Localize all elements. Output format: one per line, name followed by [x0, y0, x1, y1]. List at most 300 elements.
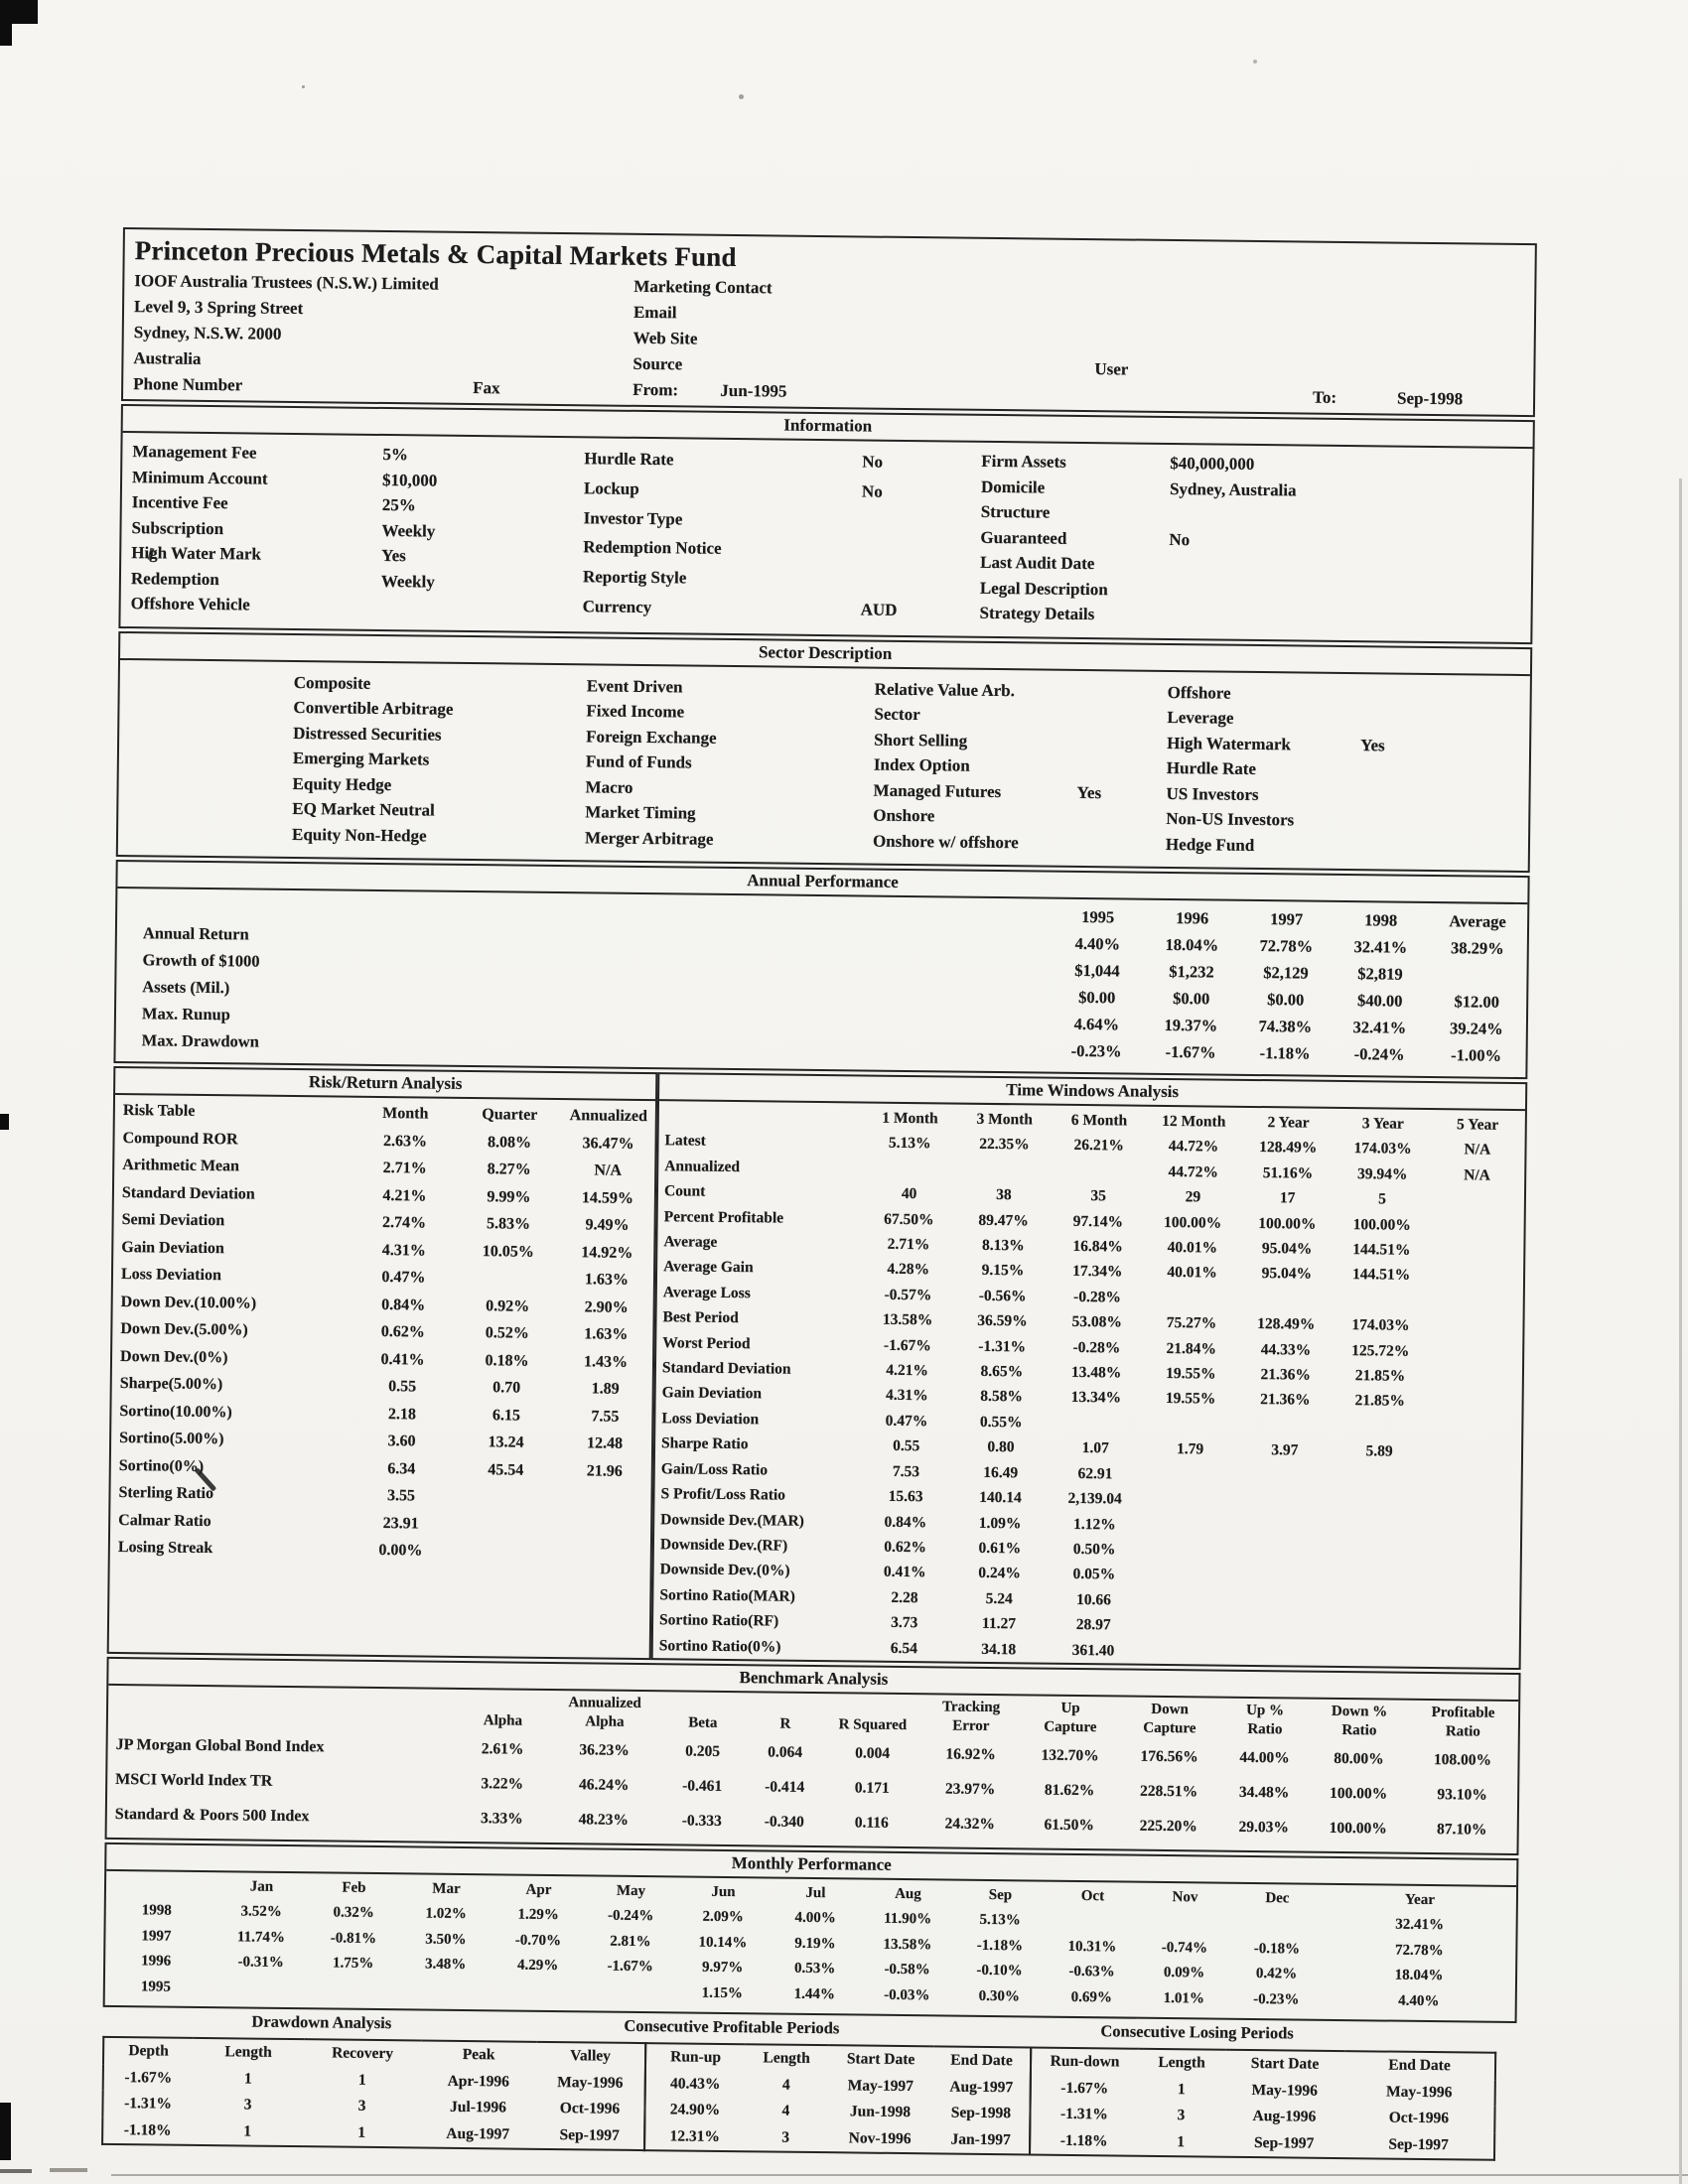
cell [1237, 1462, 1333, 1488]
cell: Structure [980, 501, 1051, 522]
header-cell: Valley [570, 2047, 612, 2066]
user-label: User [1094, 359, 1129, 379]
cell: 3.52% [240, 1903, 282, 1921]
cell: -0.23% [1070, 1040, 1122, 1061]
table-row [872, 752, 1165, 781]
cell: 1.01% [1163, 1989, 1205, 2007]
cell: -1.00% [1451, 1045, 1502, 1065]
cell: 8.08% [487, 1133, 532, 1152]
cell: No [1169, 529, 1191, 549]
cell: Average [663, 1233, 718, 1251]
information-column-3 [977, 449, 1524, 632]
cell: 100.00% [1329, 1819, 1387, 1838]
cell: Sep-1997 [1388, 2135, 1449, 2154]
cell: Max. Drawdown [141, 1030, 260, 1051]
cell: 3 [1177, 2107, 1186, 2124]
header-cell: 5 Year [1457, 1116, 1499, 1134]
cell: 0.53% [793, 1961, 836, 1978]
cell: -0.57% [884, 1286, 932, 1304]
cell: 11.74% [236, 1929, 285, 1946]
cell [1429, 1238, 1524, 1264]
cell [1331, 1540, 1426, 1566]
cell: -0.28% [1072, 1338, 1121, 1357]
header-cell: Beta [688, 1714, 718, 1731]
cell: 40 [901, 1185, 917, 1203]
table-row [584, 749, 872, 777]
cell: -1.31% [978, 1337, 1027, 1356]
drawdown-table [101, 2036, 646, 2151]
cell: 0.42% [1255, 1966, 1298, 1982]
header-cell: Aug [895, 1885, 921, 1903]
cell: Assets (Mil.) [142, 977, 230, 998]
cell: Equity Non-Hedge [291, 824, 427, 846]
cell: S Profit/Loss Ratio [660, 1485, 786, 1504]
cell [1144, 1286, 1239, 1311]
cell: $1,044 [1074, 960, 1120, 981]
header-cell: Average [1449, 911, 1506, 931]
cell: Gain/Loss Ratio [660, 1459, 769, 1479]
cell: Yes [1076, 782, 1102, 802]
cell: 1.12% [1073, 1515, 1116, 1533]
cell [399, 1978, 492, 2004]
cell: Yes [1360, 735, 1385, 754]
cell [1052, 1158, 1147, 1183]
cell: 21.85% [1354, 1367, 1406, 1385]
cell: 9.19% [794, 1935, 836, 1953]
cell: 0.84% [381, 1296, 426, 1314]
cell [557, 1512, 650, 1541]
cell: Relative Value Arb. [874, 679, 1016, 700]
cell: 0.41% [380, 1350, 425, 1369]
cell: Loss Deviation [120, 1266, 221, 1285]
cell: Convertible Arbitrage [293, 697, 454, 719]
cell: $2,819 [1357, 964, 1403, 984]
cell: Loss Deviation [661, 1410, 760, 1429]
cell: Growth of $1000 [142, 950, 260, 971]
cell: 100.00% [1352, 1215, 1411, 1234]
header-cell: Risk Table [122, 1102, 196, 1120]
header-cell: Year [1404, 1891, 1436, 1909]
header-cell: Nov [1172, 1889, 1198, 1906]
cell: Subscription [131, 517, 224, 538]
header-cell: Jan [249, 1878, 274, 1895]
cell: 228.51% [1140, 1782, 1198, 1801]
cell [1236, 1513, 1332, 1539]
header-cell: 1998 [1364, 910, 1398, 930]
cell: 100.00% [1329, 1784, 1388, 1803]
table-row [871, 828, 1164, 857]
table-row [584, 724, 872, 752]
cell: 38 [996, 1186, 1012, 1204]
header-cell: Oct [1080, 1887, 1105, 1905]
cell: High Water Mark [131, 543, 262, 564]
cell: Jun-1998 [849, 2103, 912, 2121]
cell: Max. Runup [141, 1004, 231, 1024]
cell: 8.27% [487, 1160, 531, 1178]
cell: -0.23% [1253, 1990, 1300, 2008]
annual-performance-table [116, 892, 1528, 1069]
cell: Redemption Notice [583, 537, 722, 559]
cell: 3.33% [480, 1810, 523, 1828]
cell: 29.03% [1238, 1818, 1290, 1837]
cell [584, 1979, 676, 2006]
cell: Management Fee [132, 442, 257, 463]
cell: Foreign Exchange [586, 726, 717, 748]
cell [1330, 1615, 1425, 1641]
cell: Index Option [873, 754, 970, 775]
cell: 0.62% [884, 1538, 926, 1557]
cell: Event Driven [586, 675, 683, 696]
table-row [1030, 2127, 1494, 2160]
header-cell: Down Capture [1143, 1701, 1196, 1737]
cell: 176.56% [1140, 1747, 1198, 1766]
cell: 40.43% [670, 2075, 721, 2093]
cell: N/A [1464, 1141, 1491, 1160]
cell: Sterling Ratio [118, 1484, 214, 1503]
cell: Average Loss [662, 1284, 751, 1302]
cell: 5.13% [979, 1912, 1021, 1929]
cell: 67.50% [884, 1210, 934, 1228]
cell: -1.67% [607, 1959, 653, 1976]
address-line: Australia [133, 348, 202, 368]
section-title: Sector Description [120, 632, 1530, 675]
cell: Arithmetic Mean [122, 1157, 240, 1175]
header-cell: 1 Month [882, 1109, 938, 1128]
cell: $10,000 [381, 470, 438, 490]
cell: 1.02% [425, 1906, 467, 1923]
cell: 132.70% [1041, 1746, 1099, 1765]
cell: 61.50% [1044, 1816, 1095, 1835]
annual-performance-section [113, 860, 1529, 1079]
cell [519, 723, 584, 749]
cell: 361.40 [1071, 1641, 1115, 1659]
cell: 62.91 [1077, 1464, 1113, 1483]
cell: 1.75% [332, 1955, 374, 1973]
cell: 21.36% [1260, 1391, 1311, 1410]
cell [453, 1483, 557, 1512]
section-title: Annual Performance [117, 862, 1527, 904]
monthly-performance-section [103, 1843, 1519, 2024]
cell [1358, 707, 1529, 734]
benchmark-table [107, 1688, 1519, 1847]
cell: Merger Arbitrage [584, 827, 714, 849]
website-label: Web Site [633, 328, 698, 348]
cell [1428, 1313, 1523, 1339]
cell [456, 1265, 560, 1294]
cell: 21.36% [1260, 1366, 1311, 1384]
cell: 28.97 [1075, 1616, 1111, 1634]
cell: Oct-1996 [1388, 2110, 1450, 2127]
cell: Hurdle Rate [584, 449, 674, 470]
header-cell: Mar [432, 1880, 461, 1897]
cell: 9.49% [585, 1216, 630, 1234]
cell: 19.55% [1166, 1365, 1216, 1383]
cell: 16.84% [1072, 1237, 1123, 1256]
cell [1166, 603, 1522, 632]
cell [1142, 1512, 1237, 1538]
table-row [872, 702, 1165, 731]
cell: Jul-1996 [449, 2099, 507, 2116]
cell: 44.72% [1168, 1162, 1219, 1181]
monthly-performance-table [105, 1873, 1516, 2016]
cell: 0.171 [854, 1779, 890, 1797]
cell: 1.43% [583, 1352, 629, 1371]
scan-speck [739, 94, 744, 99]
table-row [585, 673, 873, 702]
header-cell: Length [763, 2049, 810, 2068]
scan-speck [1253, 60, 1257, 64]
cell [862, 1156, 957, 1181]
cell: Hurdle Rate [1166, 757, 1257, 778]
cell: -1.67% [1165, 1041, 1216, 1062]
cell: 26.21% [1073, 1137, 1125, 1155]
table-row [977, 601, 1522, 632]
cell [1142, 1538, 1237, 1564]
analysis-split [107, 1063, 1528, 1670]
cell [1427, 1364, 1522, 1390]
cell: 10.66 [1076, 1590, 1112, 1609]
cell: Weekly [380, 571, 435, 592]
cell [956, 1157, 1052, 1182]
cell [1332, 1464, 1427, 1490]
profitable-periods-title: Consecutive Profitable Periods [624, 2016, 840, 2038]
scan-edge-mark [0, 2103, 11, 2160]
from-value: Jun-1995 [720, 380, 787, 401]
cell: 10.31% [1067, 1938, 1117, 1956]
cell: 0.55% [979, 1413, 1023, 1432]
cell [1236, 1488, 1332, 1514]
header-cell: Start Date [846, 2050, 915, 2069]
cell: 53.08% [1071, 1313, 1123, 1331]
cell [492, 1979, 584, 2005]
table-header-row [645, 2044, 1031, 2076]
cell: 0.116 [854, 1814, 889, 1832]
cell: 2.63% [382, 1132, 428, 1151]
cell: Count [663, 1182, 706, 1200]
cell: 1.63% [584, 1325, 629, 1343]
cell: Calmar Ratio [118, 1511, 211, 1530]
cell: Losing Streak [117, 1539, 213, 1558]
cell: Fund of Funds [585, 751, 692, 772]
cell: Apr-1996 [447, 2072, 510, 2091]
cell [1425, 1616, 1520, 1642]
cell: 34.18 [981, 1640, 1017, 1658]
cell [1141, 1587, 1236, 1613]
cell: Emerging Markets [292, 748, 430, 769]
cell: $12.00 [1454, 992, 1499, 1012]
cell: 4.21% [886, 1361, 929, 1380]
cell [1331, 1565, 1426, 1590]
scan-speck [302, 85, 305, 88]
cell: Macro [585, 776, 633, 797]
cell: 2.71% [382, 1160, 427, 1177]
cell: -0.58% [884, 1962, 930, 1979]
cell: 4.00% [794, 1910, 836, 1927]
cell [1139, 1910, 1231, 1937]
section-title: Monthly Performance [106, 1844, 1516, 1887]
sector-description-section [116, 630, 1532, 873]
risk-return-section [107, 1066, 658, 1660]
cell: 2.90% [584, 1297, 629, 1316]
cell: 3.97 [1271, 1441, 1299, 1459]
table-row [581, 533, 978, 567]
cell [808, 675, 873, 701]
profitable-periods-table [643, 2043, 1032, 2156]
cell: 87.10% [1436, 1821, 1487, 1839]
table-row [129, 591, 581, 621]
cell: Best Period [662, 1308, 739, 1327]
drawdown-title: Drawdown Analysis [251, 2012, 392, 2033]
cell: 2,139.04 [1067, 1489, 1122, 1508]
sector-column-3 [871, 676, 1166, 857]
cell: 1 [357, 2123, 366, 2141]
cell: 12.31% [669, 2127, 720, 2145]
cell: 125.72% [1351, 1341, 1410, 1360]
header-cell: Profitable Ratio [1431, 1704, 1495, 1740]
header-cell: End Date [950, 2052, 1013, 2070]
cell: 24.90% [669, 2101, 721, 2119]
information-column-2 [580, 444, 979, 625]
cell: 13.34% [1070, 1389, 1122, 1407]
cell [1235, 1639, 1331, 1665]
cell [1141, 1563, 1236, 1588]
cell [1427, 1389, 1522, 1415]
cell: -1.18% [976, 1937, 1024, 1955]
cell: -0.333 [681, 1812, 722, 1830]
cell: 0.69% [1070, 1988, 1113, 2006]
cell: 13.48% [1070, 1363, 1122, 1382]
cell: Redemption [130, 568, 219, 589]
to-label: To: [1312, 387, 1337, 407]
cell: 44.00% [1239, 1748, 1290, 1767]
cell: Gain Deviation [661, 1384, 763, 1403]
header-cell: Jul [805, 1884, 826, 1902]
section-title: Benchmark Analysis [108, 1659, 1518, 1702]
cell [1076, 678, 1166, 705]
table-row [583, 799, 871, 828]
scan-bottom-dash [0, 2169, 32, 2173]
header-cell: Up % Ratio [1246, 1702, 1285, 1738]
cell: 2.74% [382, 1214, 427, 1232]
cell: 3.50% [425, 1931, 467, 1948]
cell [807, 751, 872, 777]
cell: 6.54 [890, 1639, 918, 1657]
benchmark-section [105, 1657, 1521, 1855]
cell: 108.00% [1433, 1751, 1492, 1769]
cell [1333, 1414, 1428, 1439]
cell: -0.03% [884, 1986, 930, 2004]
address-line: Level 9, 3 Spring Street [133, 297, 304, 319]
cell: Oct-1996 [559, 2100, 621, 2118]
cell: 32.41% [1395, 1917, 1445, 1934]
cell: 0.62% [380, 1323, 425, 1341]
cell: 8.58% [980, 1388, 1023, 1406]
cell: May-1996 [1385, 2083, 1453, 2102]
cell [520, 672, 585, 698]
cell: 32.41% [1352, 1018, 1407, 1037]
cell [807, 726, 872, 751]
cell: 3.22% [481, 1775, 524, 1793]
cell: 0.92% [486, 1297, 530, 1315]
cell: -0.414 [765, 1778, 805, 1796]
cell: 34.48% [1238, 1783, 1290, 1802]
cell: 2.81% [610, 1933, 651, 1951]
cell [519, 698, 584, 724]
table-row [583, 774, 871, 803]
sector-column-4 [1164, 679, 1530, 861]
cell: 32.41% [1353, 937, 1408, 957]
cell: 23.97% [944, 1780, 996, 1799]
cell: 16.49 [983, 1463, 1019, 1481]
cell: Standard & Poors 500 Index [114, 1805, 310, 1826]
cell [1429, 1213, 1524, 1239]
cell: 0.41% [883, 1564, 926, 1581]
header-cell [659, 1103, 863, 1131]
cell: 5.83% [487, 1215, 531, 1233]
header-cell: R Squared [838, 1716, 908, 1733]
cell: 1998 [141, 1902, 172, 1920]
table-row [291, 695, 584, 724]
table-row [1164, 831, 1528, 861]
cell: 22.35% [979, 1136, 1030, 1154]
cell: 40.01% [1167, 1264, 1217, 1283]
cell [1140, 1638, 1235, 1664]
cell: -1.18% [1059, 2131, 1108, 2150]
cell: Down Dev.(10.00%) [120, 1293, 257, 1312]
cell: -1.67% [1060, 2079, 1109, 2098]
cell: $2,129 [1263, 963, 1309, 983]
cell: -0.24% [1353, 1044, 1405, 1064]
cell: 19.37% [1164, 1015, 1218, 1035]
cell: -1.67% [124, 2069, 173, 2087]
cell: 8.65% [980, 1362, 1024, 1381]
cell: Sector [874, 704, 920, 725]
table-row [102, 2117, 644, 2151]
header-cell: 3 Year [1361, 1115, 1404, 1133]
sector-column-1 [290, 669, 585, 850]
cell: 74.38% [1258, 1017, 1313, 1036]
cell: 225.20% [1139, 1817, 1197, 1836]
cell: 21.96 [586, 1461, 623, 1480]
cell: 23.91 [382, 1514, 419, 1532]
cell: -0.31% [237, 1954, 284, 1972]
to-value: Sep-1998 [1396, 388, 1464, 409]
cell: 1.09% [978, 1514, 1022, 1532]
cell: 9.97% [701, 1960, 744, 1977]
header-cell: End Date [1388, 2057, 1451, 2075]
cell: Annualized [664, 1158, 741, 1175]
fax-label: Fax [473, 378, 500, 398]
cell: $40.00 [1356, 991, 1403, 1011]
table-row [290, 770, 583, 799]
cell: 44.72% [1168, 1138, 1219, 1156]
time-windows-section [651, 1072, 1528, 1670]
cell: 1 [357, 2071, 366, 2089]
cell [519, 749, 584, 774]
cell [1358, 757, 1529, 784]
cell [1235, 1614, 1331, 1640]
cell: Offshore [1167, 682, 1231, 703]
cell: 3.73 [891, 1613, 918, 1632]
cell: 3 [781, 2128, 790, 2146]
cell: $0.00 [1267, 990, 1305, 1010]
cell [214, 1976, 307, 2002]
cell: 128.49% [1257, 1315, 1316, 1333]
cell: 1 [1177, 2133, 1186, 2151]
scan-edge-mark [0, 0, 12, 46]
cell: -1.31% [1059, 2106, 1108, 2123]
cell: Downside Dev.(MAR) [660, 1510, 804, 1530]
